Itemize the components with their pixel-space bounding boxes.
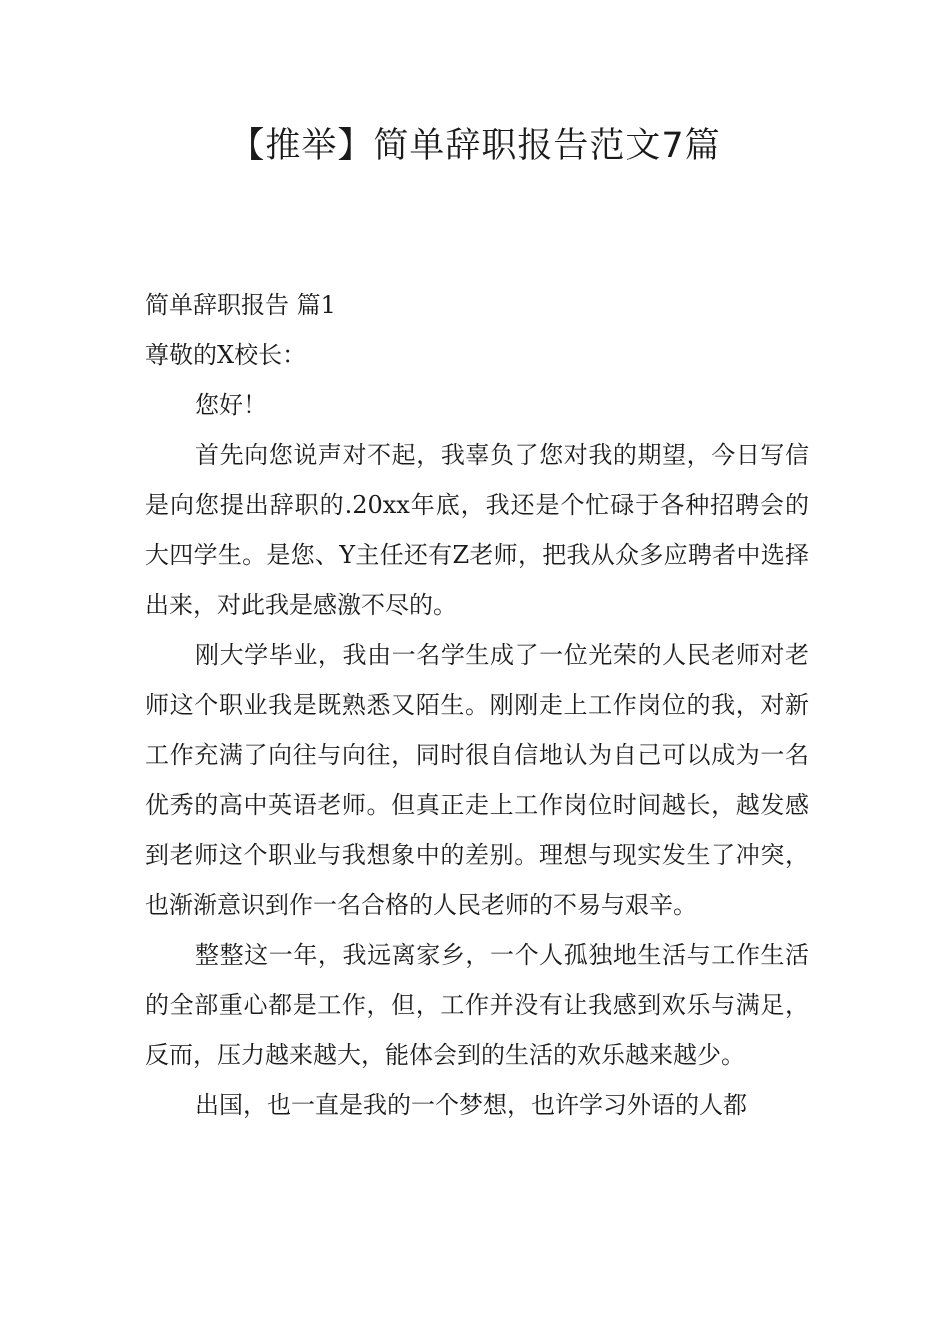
paragraph: 整整这一年，我远离家乡，一个人孤独地生活与工作生活的全部重心都是工作，但，工作并没有让我感到欢乐与满足，反而，压力越来越大，能体会到的生活的欢乐越来越少。: [145, 941, 809, 1069]
greeting: 您好！: [195, 391, 267, 419]
salutation: 尊敬的X校长：: [145, 341, 307, 369]
paragraph: 首先向您说声对不起，我辜负了您对我的期望，今日写信是向您提出辞职的.20xx年底，我还是个忙碌于各种招聘会的大四学生。是您、Y主任还有Z老师，把我从众多应聘者中选择出来，对此我是感激不尽的。: [145, 441, 809, 619]
document-title: 【推举】简单辞职报告范文7篇: [229, 126, 721, 166]
document-body: [145, 280, 809, 1130]
paragraph: 刚大学毕业，我由一名学生成了一位光荣的人民老师对老师这个职业我是既熟悉又陌生。刚刚走上工作岗位的我，对新工作充满了向往与向往，同时很自信地认为自己可以成为一名优秀的高中英语老师。但真正走上工作岗位时间越长，越发感到老师这个职业与我想象中的差别。理想与现实发生了冲突，也渐渐意识到作一名合格的人民老师的不易与艰辛。: [145, 641, 809, 919]
paragraph: 出国，也一直是我的一个梦想，也许学习外语的人都: [195, 1091, 747, 1119]
section-heading: 简单辞职报告 篇1: [145, 291, 336, 319]
